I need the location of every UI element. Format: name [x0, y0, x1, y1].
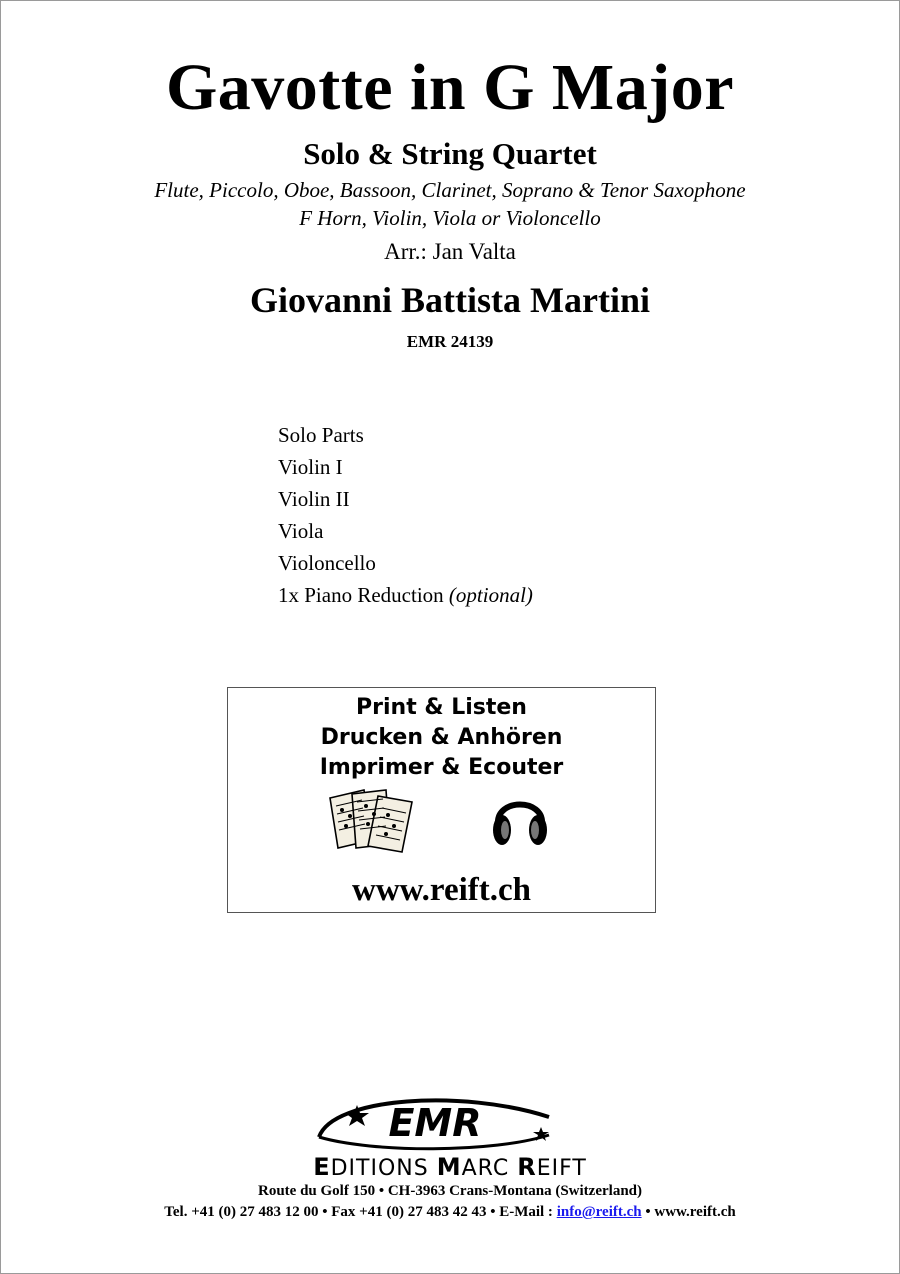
emr-logo	[313, 1093, 558, 1151]
publisher-contact	[0, 1204, 900, 1221]
optional-note: (optional)	[448, 583, 533, 607]
publisher-address: Route du Golf 150 • CH-3963 Crans-Montana (Switzerland)	[258, 1183, 642, 1199]
instrument-line-2: F Horn, Violin, Viola or Violoncello	[299, 206, 601, 230]
email-link[interactable]: info@reift.ch	[556, 1204, 642, 1220]
contact-phone-fax: Tel. +41 (0) 27 483 12 00 • Fax +41 (0) 27 483 42 43 • E-Mail :	[164, 1204, 557, 1220]
promo-website: www.reift.ch	[351, 872, 532, 908]
catalog-number: EMR 24139	[406, 332, 494, 351]
piano-part-label: 1x Piano Reduction	[278, 583, 444, 607]
composer: Giovanni Battista Martini	[249, 280, 650, 320]
part-item: Solo Parts	[278, 423, 364, 447]
page-title: Gavotte in G Major	[165, 51, 735, 124]
print-listen-box	[227, 687, 656, 913]
part-item: Viola	[278, 519, 324, 543]
contact-website: • www.reift.ch	[641, 1204, 736, 1220]
part-item-piano	[278, 579, 533, 611]
arranger: Arr.: Jan Valta	[384, 239, 516, 264]
headphones-icon	[490, 786, 550, 850]
publisher-name: EDITIONS MARC REIFT	[313, 1153, 587, 1181]
part-item: Violin I	[278, 455, 343, 479]
promo-line-de: Drucken & Anhören	[320, 725, 563, 750]
logo-text: EMR	[388, 1101, 482, 1145]
parts-list	[278, 419, 533, 611]
promo-line-fr: Imprimer & Ecouter	[319, 755, 564, 780]
instrument-line-1: Flute, Piccolo, Oboe, Bassoon, Clarinet, Soprano & Tenor Saxophone	[154, 178, 746, 202]
sheet-music-icon	[328, 788, 423, 854]
part-item: Violin II	[278, 487, 350, 511]
part-item: Violoncello	[278, 551, 376, 575]
instrument-list	[0, 176, 900, 232]
promo-line-en: Print & Listen	[356, 695, 527, 720]
subtitle: Solo & String Quartet	[303, 136, 597, 171]
